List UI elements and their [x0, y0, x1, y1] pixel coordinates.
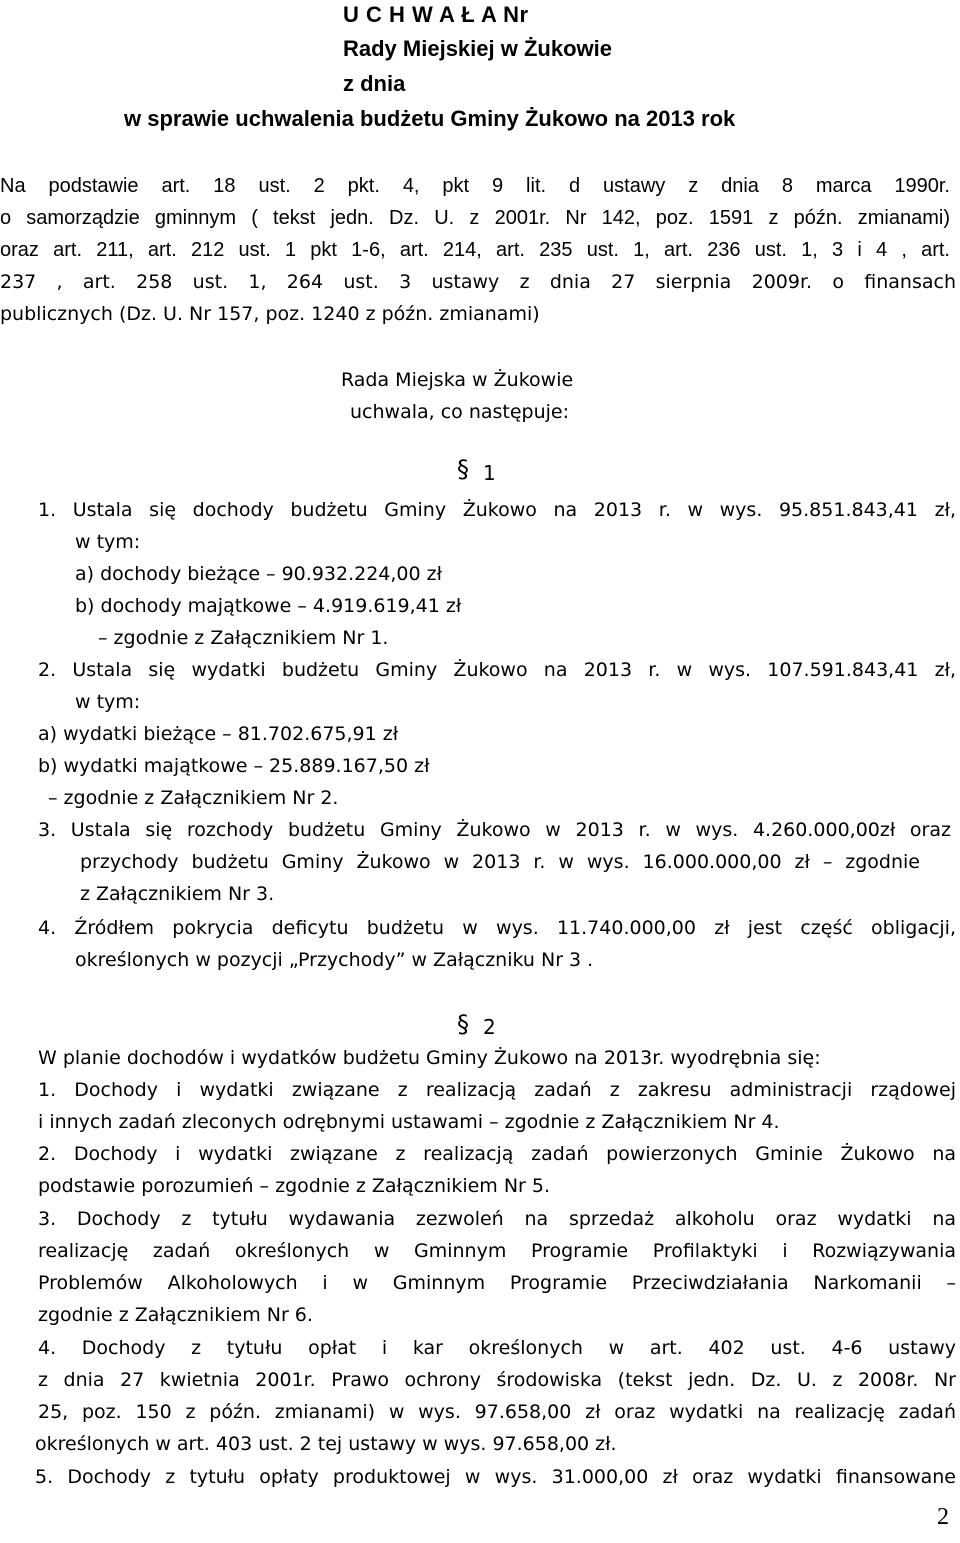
section1-line: – zgodnie z Załącznikiem Nr 1. — [98, 627, 389, 649]
section2-line: 25, poz. 150 z późn. zmianami) w wys. 97.658,00 zł oraz wydatki na realizację zadań — [38, 1401, 956, 1423]
section2-line: 3. Dochody z tytułu wydawania zezwoleń na sprzedaż alkoholu oraz wydatki na — [38, 1208, 956, 1230]
section2-line: z dnia 27 kwietnia 2001r. Prawo ochrony środowiska (tekst jedn. Dz. U. z 2008r. Nr — [38, 1369, 956, 1391]
section2-line: Problemów Alkoholowych i w Gminnym Programie Przeciwdziałania Narkomanii – — [38, 1272, 956, 1294]
preamble-line: publicznych (Dz. U. Nr 157, poz. 1240 z późn. zmianami) — [0, 303, 540, 325]
section1-line: przychody budżetu Gminy Żukowo w 2013 r. w wys. 16.000.000,00 zł – zgodnie — [80, 851, 920, 873]
section2-line: W planie dochodów i wydatków budżetu Gminy Żukowo na 2013r. wyodrębnia się: — [38, 1047, 821, 1069]
preamble-line: oraz art. 211, art. 212 ust. 1 pkt 1-6, art. 214, art. 235 ust. 1, art. 236 ust. 1, 3 i 4 , art. — [0, 239, 950, 261]
section1-line: b) dochody majątkowe – 4.919.619,41 zł — [75, 595, 462, 617]
section1-line: określonych w pozycji „Przychody” w Załączniku Nr 3 . — [75, 949, 594, 971]
council-decision: uchwala, co następuje: — [350, 401, 570, 423]
section2-line: podstawie porozumień – zgodnie z Załącznikiem Nr 5. — [38, 1175, 551, 1197]
section2-line: określonych w art. 403 ust. 2 tej ustawy w wys. 97.658,00 zł. — [35, 1433, 617, 1455]
section2-line: zgodnie z Załącznikiem Nr 6. — [38, 1304, 313, 1326]
council-name: Rady Miejskiej w Żukowie — [343, 36, 612, 61]
section1-line: 3. Ustala się rozchody budżetu Gminy Żukowo w 2013 r. w wys. 4.260.000,00zł oraz — [38, 819, 951, 841]
section1-line: a) dochody bieżące – 90.932.224,00 zł — [75, 563, 443, 585]
preamble-line: o samorządzie gminnym ( tekst jedn. Dz. U. z 2001r. Nr 142, poz. 1591 z późn. zmianami) — [0, 207, 950, 229]
preamble-line: Na podstawie art. 18 ust. 2 pkt. 4, pkt 9 lit. d ustawy z dnia 8 marca 1990r. — [0, 175, 950, 197]
resolution-title: U C H W A Ł A Nr — [343, 2, 529, 27]
section1-line: 2. Ustala się wydatki budżetu Gminy Żukowo na 2013 r. w wys. 107.591.843,41 zł, — [38, 659, 956, 681]
section1-line: w tym: — [75, 531, 141, 553]
section1-line: 1. Ustala się dochody budżetu Gminy Żukowo na 2013 r. w wys. 95.851.843,41 zł, — [38, 499, 956, 521]
page-number: 2 — [937, 1504, 949, 1530]
section2-line: 1. Dochody i wydatki związane z realizacją zadań z zakresu administracji rządowej — [38, 1079, 956, 1101]
section2-line: 4. Dochody z tytułu opłat i kar określonych w art. 402 ust. 4-6 ustawy — [38, 1337, 956, 1359]
resolution-subject: w sprawie uchwalenia budżetu Gminy Żukowo na 2013 rok — [124, 106, 736, 131]
section1-line: b) wydatki majątkowe – 25.889.167,50 zł — [38, 755, 430, 777]
section1-line: – zgodnie z Załącznikiem Nr 2. — [48, 787, 339, 809]
resolution-date: z dnia — [343, 71, 406, 96]
section-number: 1 — [483, 461, 496, 485]
council-heading: Rada Miejska w Żukowie — [341, 369, 574, 391]
section-mark: § — [457, 1010, 469, 1038]
section2-line: realizację zadań określonych w Gminnym Programie Profilaktyki i Rozwiązywania — [38, 1240, 956, 1262]
section2-line: 5. Dochody z tytułu opłaty produktowej w wys. 31.000,00 zł oraz wydatki finansowane — [35, 1466, 956, 1488]
section1-line: w tym: — [75, 691, 141, 713]
section1-line: a) wydatki bieżące – 81.702.675,91 zł — [38, 723, 399, 745]
section1-line: 4. Źródłem pokrycia deficytu budżetu w wys. 11.740.000,00 zł jest część obligacji, — [38, 917, 956, 939]
section2-line: 2. Dochody i wydatki związane z realizacją zadań powierzonych Gminie Żukowo na — [38, 1143, 956, 1165]
section2-line: i innych zadań zleconych odrębnymi ustawami – zgodnie z Załącznikiem Nr 4. — [38, 1111, 780, 1133]
section-number: 2 — [483, 1015, 496, 1039]
preamble-line: 237 , art. 258 ust. 1, 264 ust. 3 ustawy z dnia 27 sierpnia 2009r. o finansach — [0, 271, 956, 293]
section-mark: § — [457, 455, 469, 483]
section1-line: z Załącznikiem Nr 3. — [80, 883, 275, 905]
